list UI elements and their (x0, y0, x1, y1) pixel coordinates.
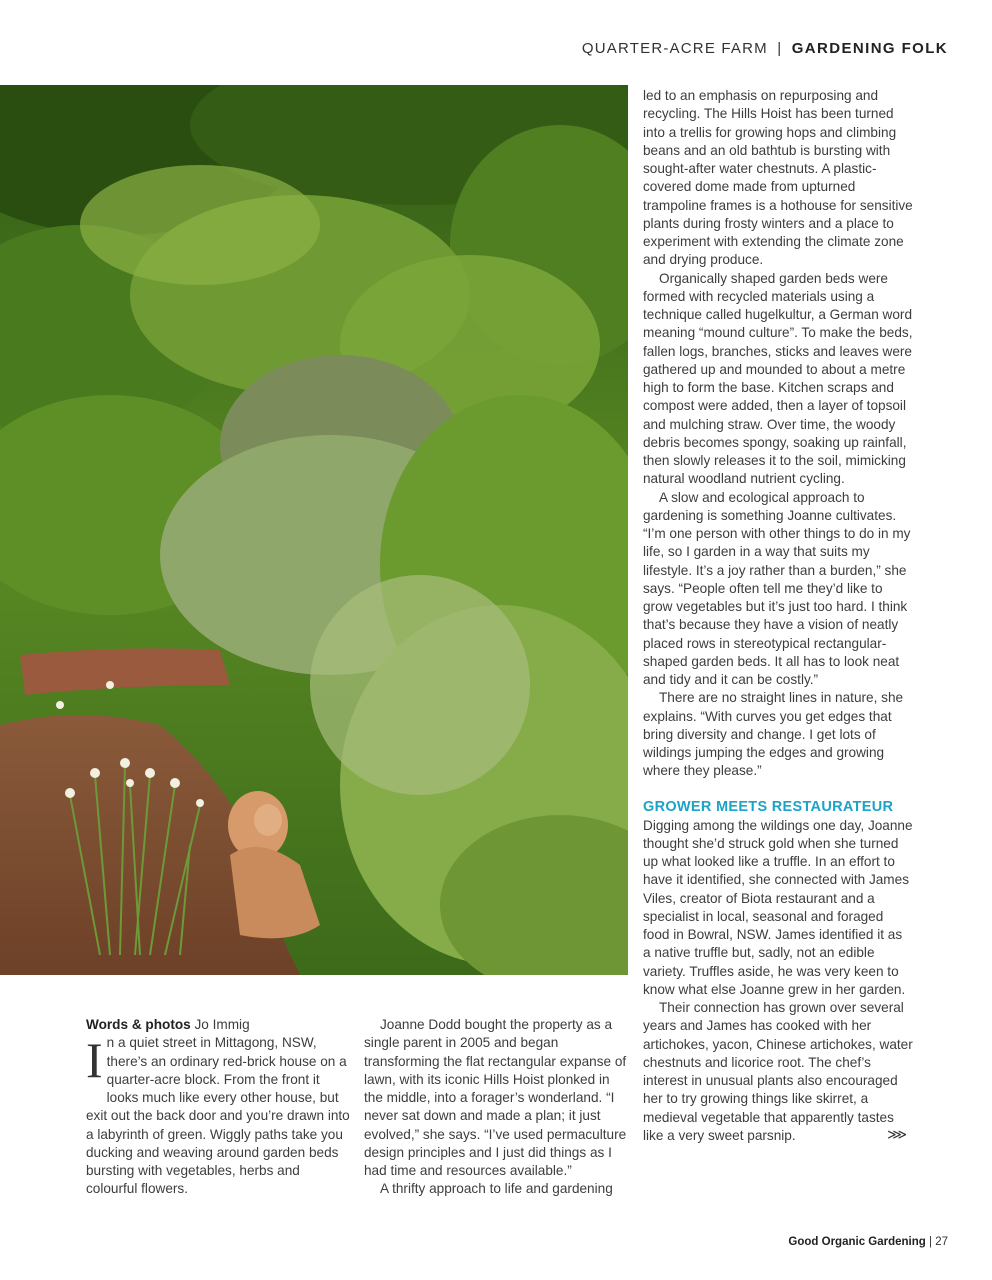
body-paragraph: A slow and ecological approach to gardening is something Joanne cultivates. “I’m one person with other things to do in my life, so I garden in a way that suits my lifestyle. It’s a joy rather than a burden,” she says. “People often tell me they’d like to grow vegetables but it’s just too hard. I think that’s because they have a vision of neatly placed rows in stereotypical rectangular-shaped garden beds. It all has to look neat and tidy and it can be costly.” (643, 489, 911, 687)
body-paragraph: Organically shaped garden beds were formed with recycled materials using a technique called hugelkultur, a German word meaning “mound culture”. To make the beds, fallen logs, branches, sticks and leaves were gathered up and mounded to about a metre high to form the base. Kitchen scraps and compost were added, then a layer of topsoil and mulching straw. Over time, the woody debris becomes spongy, soaking up rainfall, then slowly releases it to the soil, mimicking natural woodland nutrient cycling. (643, 270, 913, 487)
body-paragraph: led to an emphasis on repurposing and recycling. The Hills Hoist has been turned into a trellis for growing hops and climbing beans and an old bathtub is bursting with sought-after water chestnuts. A plastic-covered dome made from upturned trampoline frames is a hothouse for sensitive plants during frosty winters and a place to experiment with extending the climate zone and drying produce. (643, 88, 913, 268)
body-paragraph-text: Their connection has grown over several years and James has cooked with her artichokes, yacon, Chinese artichokes, water chestnuts and licorice root. The chef’s interest in unusual plants also encouraged her to try growing things like skirret, a medieval vegetable that apparently tastes like a very sweet parsnip. (643, 1000, 913, 1143)
body-paragraph: There are no straight lines in nature, she explains. “With curves you get edges that bring diversity and change. I get lots of wildings jumping the edges and growing where they please.” (643, 690, 904, 779)
garden-photo-icon (0, 85, 628, 975)
running-head (582, 40, 948, 57)
body-paragraph: Digging among the wildings one day, Joanne thought she’d struck gold when she turned up what looked like a truffle. In an effort to have it identified, she connected with James Viles, creator of Biota restaurant and a specialist in local, seasonal and foraged food in Bowral, NSW. James identified it as a native truffle but, sadly, not an edible variety. Truffles aside, he was very keen to know what else Joanne grew in her garden. (643, 817, 913, 997)
header-separator: | (777, 40, 783, 57)
end-mark-icon: ⋙ (887, 1125, 907, 1142)
magazine-name: Good Organic Gardening (788, 1236, 926, 1248)
subheading: GROWER MEETS RESTAURATEUR (643, 798, 894, 815)
body-paragraph: Joanne Dodd bought the property as a single parent in 2005 and began transforming the flat rectangular expanse of lawn, with its iconic Hills Hoist plonked in the middle, into a forager’s wonderland. “I never sat down and made a plan; it just evolved,” she says. “I’ve used permaculture design principles and I just did things as I had time and resources available.” (364, 1017, 627, 1178)
byline-author: Jo Immig (194, 1017, 250, 1032)
page-number: 27 (935, 1236, 948, 1248)
middle-column (364, 1016, 630, 1199)
category-name: GARDENING FOLK (791, 40, 948, 57)
body-paragraph-last (643, 999, 913, 1145)
right-column (643, 87, 913, 1145)
intro-paragraph (86, 1034, 351, 1198)
page-footer (788, 1236, 948, 1248)
body-paragraph: A thrifty approach to life and gardening (380, 1181, 613, 1197)
footer-separator: | (929, 1236, 932, 1248)
byline (86, 1016, 351, 1034)
garden-photo (0, 85, 628, 975)
left-column (86, 1016, 351, 1199)
drop-cap: I (86, 1032, 103, 1089)
byline-label: Words & photos (86, 1017, 191, 1032)
section-name: QUARTER-ACRE FARM (581, 40, 768, 57)
intro-text: n a quiet street in Mittagong, NSW, there’s an ordinary red-brick house on a quarter-acre block. From the front it looks much like every other house, but exit out the back door and you’re drawn into a labyrinth of green. Wiggly paths take you ducking and weaving around garden beds bursting with vegetables, herbs and colourful flowers. (86, 1035, 350, 1197)
